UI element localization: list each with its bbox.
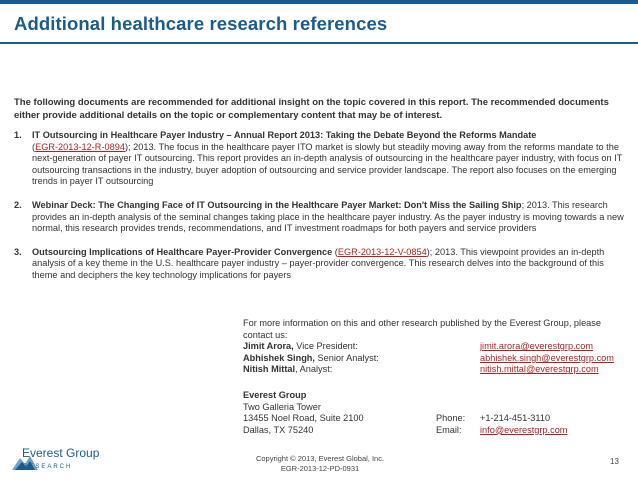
- title-divider: [0, 42, 638, 44]
- person-role: Senior Analyst:: [314, 352, 379, 363]
- reference-body: ; 2013. The focus in the healthcare payer ITO market is slowly but steadily moving away from the reforms mandate to the next-generation of payer IT outsourcing. This report provides an in-depth analysis of outsourcing in the healthcare payer industry, with focus on IT outsourcing transactions in the industry, buyer adoption of outsourcing and service provider landscape. The report also focuses on the emerging trends in payer IT outsourcing: [32, 141, 623, 187]
- reference-list: [14, 130, 626, 294]
- person-name: Jimit Arora,: [243, 341, 294, 352]
- document-code: EGR-2013-12-PD-0931: [280, 464, 360, 473]
- org-email-link[interactable]: info@everestgrp.com: [480, 424, 568, 435]
- top-accent-bar: [0, 0, 638, 4]
- page-title: Additional healthcare research references: [14, 13, 388, 34]
- contact-person: [243, 353, 633, 365]
- person-name: Nitish Mittal: [243, 364, 296, 375]
- person-name: Abhishek Singh,: [243, 352, 315, 363]
- logo-subtitle: RESEARCH: [23, 464, 73, 470]
- reference-item: 1. IT Outsourcing in Healthcare Payer Industry – Annual Report 2013: Taking the Debate Beyond the Reforms Mandate (EGR-2013-12-R-0894); 2013. The focus in the healthcare payer ITO market is slowly but steadily moving away from the reforms mandate to the next-generation of payer IT outsourcing. This report provides an in-depth analysis of outsourcing in the healthcare payer industry, with focus on IT outsourcing transactions in the industry, buyer adoption of outsourcing and service provider landscape. The report also focuses on the emerging trends in payer IT outsourcing: [14, 130, 623, 187]
- reference-number: 2.: [14, 199, 22, 210]
- phone-number: +1-214-451-3110: [480, 413, 551, 424]
- contact-person: [243, 341, 633, 353]
- person-email-link[interactable]: nitish.mittal@everestgrp.com: [480, 364, 599, 375]
- logo-wordmark: Everest Group: [22, 446, 100, 460]
- reference-title: IT Outsourcing in Healthcare Payer Industry – Annual Report 2013: Taking the Debate Beyond the Reforms Mandate: [32, 130, 537, 140]
- person-role: Vice President:: [293, 341, 358, 352]
- intro-paragraph: The following documents are recommended for additional insight on the topic covered in this report. The recommended documents either provide additional details on the topic or complementary content that may be of interest.: [14, 97, 609, 121]
- page-number: 13: [610, 457, 619, 466]
- reference-body: ; 2013. This viewpoint provides an in-depth analysis of a key theme in the U.S. healthcare payer industry – payer-provider convergence. This research delves into the background of this theme and deciphers the key technology implications for payers: [32, 246, 605, 280]
- reference-item: 3. Outsourcing Implications of Healthcare Payer-Provider Convergence (EGR-2013-12-V-0854); 2013. This viewpoint provides an in-depth analysis of a key theme in the U.S. healthcare payer industry – payer-provider convergence. This research delves into the background of this theme and deciphers the key technology implications for payers: [14, 246, 605, 280]
- org-name: Everest Group: [243, 389, 307, 400]
- org-address: [243, 390, 633, 436]
- reference-title[interactable]: Webinar Deck: The Changing Face of IT Outsourcing in the Healthcare Payer Market: Don't Miss the Sailing Ship: [32, 199, 522, 210]
- reference-code-link[interactable]: EGR-2013-12-V-0854: [337, 246, 427, 257]
- email-label: Email:: [436, 424, 462, 435]
- address-line: [243, 413, 633, 425]
- reference-item: [14, 200, 626, 235]
- address-text: Two Galleria Tower: [243, 401, 321, 412]
- address-text: 13455 Noel Road, Suite 2100: [243, 413, 364, 424]
- address-text: Dallas, TX 75240: [243, 424, 314, 435]
- reference-number: 3.: [14, 246, 22, 257]
- reference-code-link[interactable]: EGR-2013-12-R-0894: [35, 141, 125, 152]
- contact-block: [243, 318, 633, 436]
- reference-title: Outsourcing Implications of Healthcare Payer-Provider Convergence: [32, 246, 333, 257]
- person-email-link[interactable]: abhishek.singh@everestgrp.com: [480, 352, 614, 363]
- person-role: , Analyst:: [295, 364, 333, 375]
- reference-number: 1.: [14, 130, 22, 140]
- copyright-text: Copyright © 2013, Everest Global, Inc.: [255, 454, 385, 463]
- address-line: [243, 425, 633, 437]
- person-email-link[interactable]: jimit.arora@everestgrp.com: [480, 341, 593, 352]
- copyright-block: [240, 454, 400, 474]
- reference-body: ; 2013. This research provides an in-depth analysis of the seminal changes taking place in the healthcare payer industry. As the payer industry is moving towards a new normal, this research provides trends, recommendations, and IT investment roadmaps for both payers and service providers: [32, 199, 624, 234]
- contact-person: [243, 364, 633, 376]
- address-line: [243, 402, 633, 414]
- contact-people: [243, 341, 633, 376]
- phone-label: Phone:: [436, 413, 466, 424]
- contact-intro: For more information on this and other research published by the Everest Group, please contact us:: [243, 318, 601, 340]
